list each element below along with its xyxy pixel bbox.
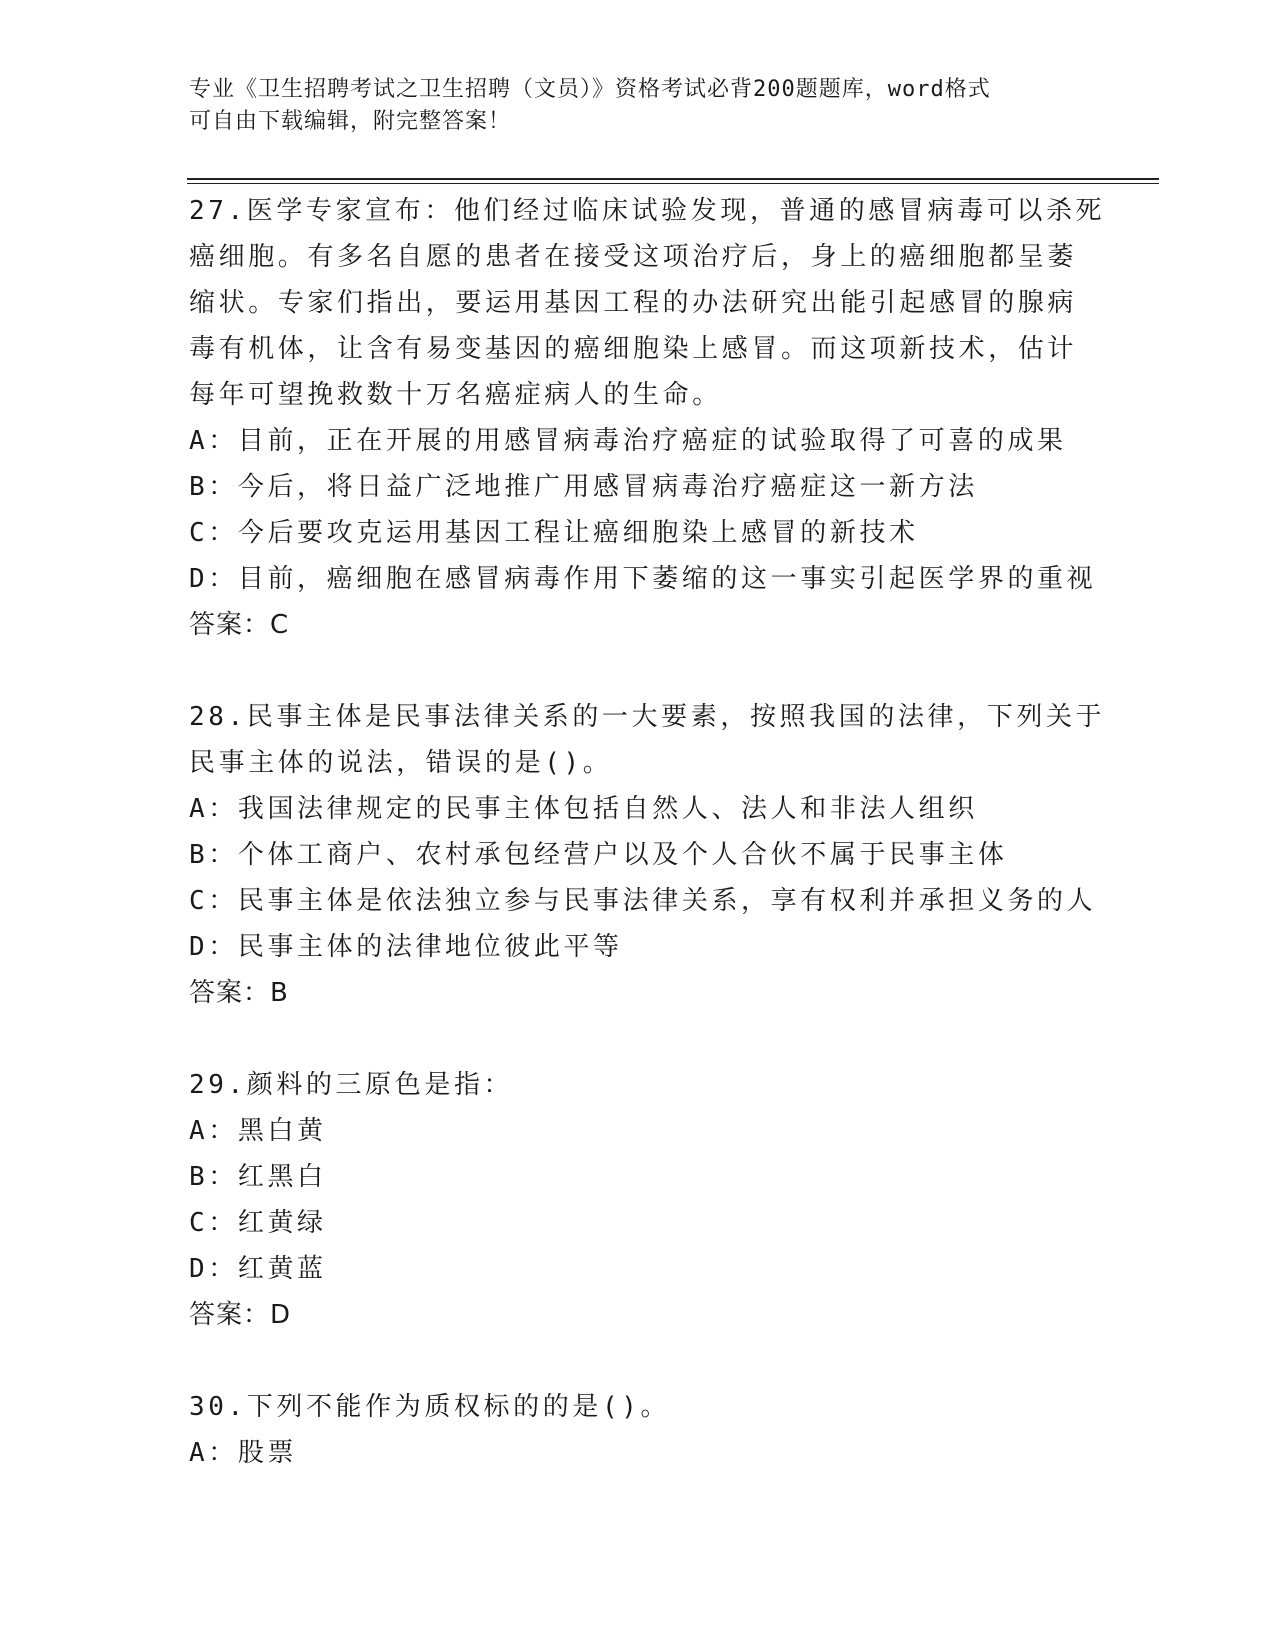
option-c: C：民事主体是依法独立参与民事法律关系，享有权利并承担义务的人 <box>189 886 1097 916</box>
option-c: C：红黄绿 <box>189 1208 327 1238</box>
stem-line: 缩状。专家们指出，要运用基因工程的办法研究出能引起感冒的腺病 <box>189 288 1078 318</box>
answer-label: 答案：B <box>189 978 289 1008</box>
option-a: A：目前，正在开展的用感冒病毒治疗癌症的试验取得了可喜的成果 <box>189 426 1067 456</box>
question-27 <box>189 188 1106 648</box>
option-a: A：股票 <box>189 1438 298 1468</box>
stem-line: 30.下列不能作为质权标的的是()。 <box>189 1392 671 1422</box>
stem-line: 28.民事主体是民事法律关系的一大要素，按照我国的法律，下列关于 <box>189 702 1106 732</box>
question-stem <box>189 1062 1089 1108</box>
option-b: B：今后，将日益广泛地推广用感冒病毒治疗癌症这一新方法 <box>189 472 978 502</box>
option-b: B：个体工商户、农村承包经营户以及个人合伙不属于民事主体 <box>189 840 1008 870</box>
answer-label: 答案：D <box>189 1300 292 1330</box>
question-28 <box>189 694 1106 1016</box>
question-stem <box>189 1384 1089 1430</box>
option-a: A：黑白黄 <box>189 1116 327 1146</box>
stem-line: 民事主体的说法，错误的是()。 <box>189 748 613 778</box>
question-30 <box>189 1384 1089 1476</box>
question-stem <box>189 188 1106 418</box>
answer-label: 答案：C <box>189 610 290 640</box>
stem-line: 癌细胞。有多名自愿的患者在接受这项治疗后，身上的癌细胞都呈萎 <box>189 242 1078 272</box>
questions-list <box>189 188 1106 1522</box>
option-d: D：民事主体的法律地位彼此平等 <box>189 932 623 962</box>
option-b: B：红黑白 <box>189 1162 327 1192</box>
header-divider-thick <box>187 178 1159 180</box>
stem-line: 毒有机体，让含有易变基因的癌细胞染上感冒。而这项新技术，估计 <box>189 334 1078 364</box>
option-a: A：我国法律规定的民事主体包括自然人、法人和非法人组织 <box>189 794 978 824</box>
question-stem <box>189 694 1106 786</box>
header-divider-thin <box>187 183 1159 184</box>
option-d: D：目前，癌细胞在感冒病毒作用下萎缩的这一事实引起医学界的重视 <box>189 564 1097 594</box>
option-d: D：红黄蓝 <box>189 1254 327 1284</box>
stem-line: 29.颜料的三原色是指： <box>189 1070 514 1100</box>
document-header <box>189 74 1089 138</box>
header-line-1: 专业《卫生招聘考试之卫生招聘（文员）》资格考试必背200题题库，word格式 <box>189 77 991 102</box>
stem-line: 每年可望挽救数十万名癌症病人的生命。 <box>189 380 722 410</box>
option-c: C：今后要攻克运用基因工程让癌细胞染上感冒的新技术 <box>189 518 919 548</box>
stem-line: 27.医学专家宣布：他们经过临床试验发现，普通的感冒病毒可以杀死 <box>189 196 1106 226</box>
header-line-2: 可自由下载编辑，附完整答案！ <box>189 109 512 134</box>
question-29 <box>189 1062 1089 1338</box>
